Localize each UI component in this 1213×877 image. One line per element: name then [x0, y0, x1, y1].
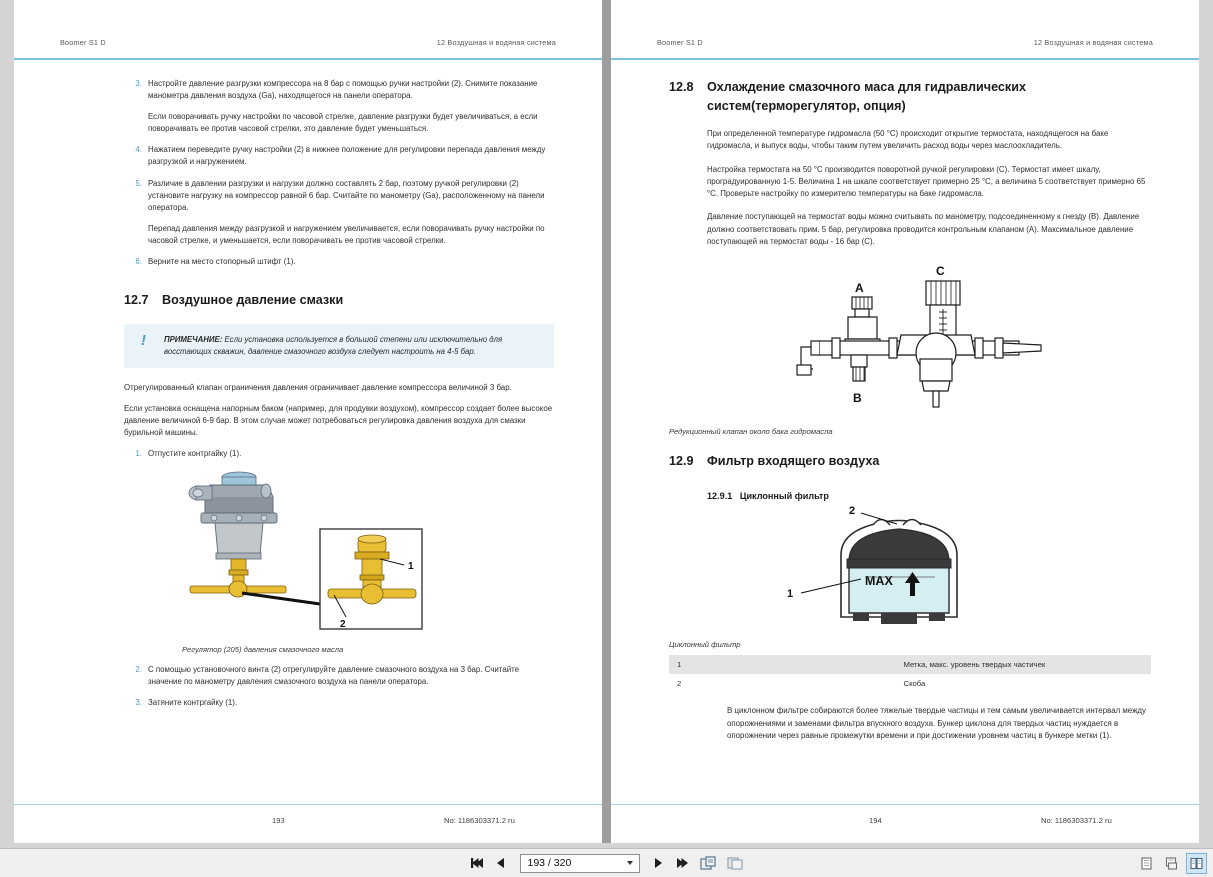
step-text: Отпустите контргайку (1).: [148, 448, 242, 458]
heading-12-8: [669, 78, 1151, 116]
table-row: [669, 674, 1151, 693]
paragraph: Отрегулированный клапан ограничения давления ограничивает давление компрессора величиной 3 бар.: [124, 383, 512, 393]
runhead-chapter: 12 Воздушная и водяная система: [436, 38, 556, 47]
step-number: 1.: [135, 448, 142, 458]
list-item: [124, 256, 554, 268]
paragraph: В циклонном фильтре собираются более тяжелые твердые частицы и тем самым увеличивается интервал между опорожнениями и заменами фильтра впускного воздуха. Бункер циклона для твердых частиц нуждается в опорожнении через равные промежутки времени и при достижении уровнем частиц в бункере метки (1).: [727, 706, 1146, 740]
facing-pages-icon: [1190, 857, 1203, 870]
next-page-button[interactable]: [650, 853, 667, 873]
runhead-chapter: 12 Воздушная и водяная система: [1033, 38, 1153, 47]
step-text: Затяните контргайку (1).: [148, 698, 238, 708]
previous-page-button[interactable]: [493, 853, 510, 873]
paragraph: Если установка оснащена напорным баком (например, для продувки воздухом), компрессор создает более высокое давление величиной 6-9 бар. В этом случае может потребоваться регулировка давления воздуха для смазки бурильной машины.: [124, 403, 553, 438]
figure-callout-1: 1: [787, 588, 794, 601]
list-item: [124, 78, 554, 135]
single-page-icon: [1140, 857, 1153, 870]
steps-list-middle: [124, 448, 554, 460]
figure-callout-1: 1: [408, 560, 414, 572]
figure-thermostat-valve: [669, 259, 1151, 409]
footer-document-number: No: 1186303371.2 ru: [1041, 816, 1112, 825]
step-number: 3.: [135, 79, 142, 88]
step-number: 6.: [135, 257, 142, 267]
heading-12-9: [669, 452, 1151, 471]
page-divider: [602, 0, 611, 843]
fit-page-button[interactable]: [725, 853, 745, 873]
heading-12-9-1: [707, 489, 1151, 503]
continuous-page-icon: [1165, 857, 1178, 870]
table-cell-key: 1: [669, 655, 896, 674]
step-text: С помощью установочного винта (2) отрегулируйте давление смазочного воздуха на 3 бар. Считайте значение по манометру давления смазочного воздуха на панели оператора.: [148, 664, 520, 687]
legend-table: [669, 655, 1151, 693]
running-head-left: [60, 38, 556, 47]
page-footer-left: [14, 804, 602, 843]
figure-max-label: MAX: [865, 574, 893, 589]
page-left: [14, 0, 602, 843]
heading-number: 12.9: [669, 454, 694, 469]
figure-callout-c: C: [936, 264, 945, 279]
page-footer-right: [611, 804, 1199, 843]
page-right: [611, 0, 1199, 843]
running-head-right: [657, 38, 1153, 47]
chevron-right-icon: [652, 857, 664, 869]
step-number: 5.: [135, 178, 142, 188]
chevron-left-icon: [495, 857, 507, 869]
continuous-view-button[interactable]: [1161, 853, 1182, 874]
note-box: [124, 324, 554, 369]
step-text: Различие в давлении разгрузки и нагрузки должно составлять 2 бар, поэтому ручкой регулировки (2) установите нагрузку на компрессор равной 6 бар. Считайте по манометру (Ga), расположенному на панели оператора.: [148, 178, 545, 213]
table-cell-value: Метка, макс. уровень твердых частичек: [896, 655, 1151, 674]
step-text: Настройте давление разгрузки компрессора на 8 бар с помощью ручки настройки (2). Снимите показание манометра давления воздуха (Ga), находящегося на панели оператора.: [148, 79, 538, 101]
list-item: [124, 448, 554, 460]
last-page-button[interactable]: [674, 853, 691, 873]
step-number: 3.: [135, 698, 142, 708]
bottom-toolbar: [0, 848, 1213, 877]
table-cell-key: 2: [677, 679, 682, 689]
page-body-left: [124, 78, 554, 719]
page-number-input[interactable]: [520, 854, 640, 873]
fit-width-button[interactable]: [698, 853, 718, 873]
figure-cyclone-filter: [669, 505, 1151, 630]
step-number: 4.: [135, 145, 142, 155]
navigation-controls: [469, 849, 745, 877]
runhead-product: Boomer S1 D: [657, 38, 703, 47]
header-rule: [14, 58, 602, 60]
regulator-illustration: [142, 469, 482, 637]
table-row: [669, 655, 1151, 674]
note-text: [164, 334, 538, 359]
figure-callout-2: 2: [340, 618, 346, 630]
step-text: Если поворачивать ручку настройки по часовой стрелке, давление разгрузки будет увеличиваться, а если поворачивать ее против часовой стрелки, это давление будет уменьшаться.: [148, 111, 538, 133]
heading-12-7: [124, 291, 554, 310]
note-body: Если установка используется в большой степени или исключительно для восстающих скважин, давление смазочного воздуха следует настроить на 4-5 бар.: [164, 334, 503, 356]
page-body-right: [669, 78, 1151, 753]
table-cell-value: Скоба: [903, 679, 926, 689]
first-page-icon: [470, 857, 485, 869]
footer-page-number: 194: [869, 816, 882, 825]
steps-list-top: [124, 78, 554, 269]
figure-callout-2: 2: [849, 505, 856, 518]
list-item: [124, 178, 554, 247]
exclamation-icon: !: [141, 331, 146, 349]
fit-width-icon: [700, 856, 716, 870]
figure-caption: Регулятор (205) давления смазочного масла: [182, 644, 344, 654]
runhead-product: Boomer S1 D: [60, 38, 106, 47]
last-page-icon: [675, 857, 690, 869]
chevron-down-icon[interactable]: [627, 861, 633, 865]
list-item: [124, 144, 554, 169]
paragraph: При определенной температуре гидромасла (50 °C) происходит открытие термостата, находящегося на баке гидромасла, и выпуск воды, чтобы таким путем увеличить расход воды через маслоохладитель.: [707, 129, 1109, 151]
step-number: 2.: [135, 664, 142, 674]
heading-number: 12.8: [669, 80, 694, 94]
heading-title: Охлаждение смазочного маса для гидравлических систем(терморегулятор, опция): [707, 80, 1026, 113]
heading-number: 12.9.1: [707, 491, 733, 502]
header-rule: [611, 58, 1199, 60]
figure-callout-a: A: [855, 281, 864, 296]
list-item: [124, 664, 554, 689]
cyclone-illustration: [769, 505, 1069, 630]
paragraph: Давление поступающей на термостат воды можно считывать по манометру, подсоединенному к гнезду (B). Давление должно соответствовать прим. 5 бар, регулировка проводится контрольным клапаном (A). Максимальное давление поступающей на термостат воды - 16 бар (C).: [707, 212, 1140, 247]
figure-caption: Циклонный фильтр: [669, 640, 741, 650]
thermostat-illustration: [789, 259, 1049, 409]
step-text: Перепад давления между разгрузкой и нагружением увеличивается, если поворачивать ручку настройки по часовой стрелке, и уменьшается, если поворачивать ее против часовой стрелки.: [148, 223, 545, 245]
figure-caption: Редукционный клапан около бака гидромасла: [669, 427, 833, 437]
heading-title: Циклонный фильтр: [739, 491, 829, 502]
facing-pages-view-button[interactable]: [1186, 853, 1207, 874]
footer-page-number: 193: [272, 816, 285, 825]
step-text: Верните на место стопорный штифт (1).: [148, 257, 296, 267]
heading-title: Фильтр входящего воздуха: [707, 454, 880, 469]
heading-title: Воздушное давление смазки: [162, 292, 344, 307]
steps-list-bottom: [124, 664, 554, 710]
first-page-button[interactable]: [469, 853, 486, 873]
fit-page-icon: [727, 856, 743, 870]
figure-callout-b: B: [853, 391, 862, 406]
paragraph: Настройка термостата на 50 °C производится поворотной ручкой регулировки (C). Термостат имеет шкалу, проградуированную 1-5. Величина 1 на шкале соответствует примерно 25 °C, а величина 5 соответствует примерно 65 °C. Проверьте настройку по измерителю температуры на баке гидромасла.: [707, 164, 1146, 199]
figure-lubrication-regulator: [124, 469, 554, 637]
page-number-value: 193 / 320: [527, 857, 572, 869]
note-label: ПРИМЕЧАНИЕ:: [164, 334, 223, 344]
list-item: [124, 697, 554, 709]
footer-document-number: No: 1186303371.2 ru: [444, 816, 515, 825]
view-mode-controls: [1136, 849, 1207, 877]
single-page-view-button[interactable]: [1136, 853, 1157, 874]
step-text: Нажатием переведите ручку настройки (2) в нижнее положение для регулировки перепада давления между разгрузкой и нагружением.: [148, 145, 546, 167]
heading-number: 12.7: [124, 292, 149, 307]
